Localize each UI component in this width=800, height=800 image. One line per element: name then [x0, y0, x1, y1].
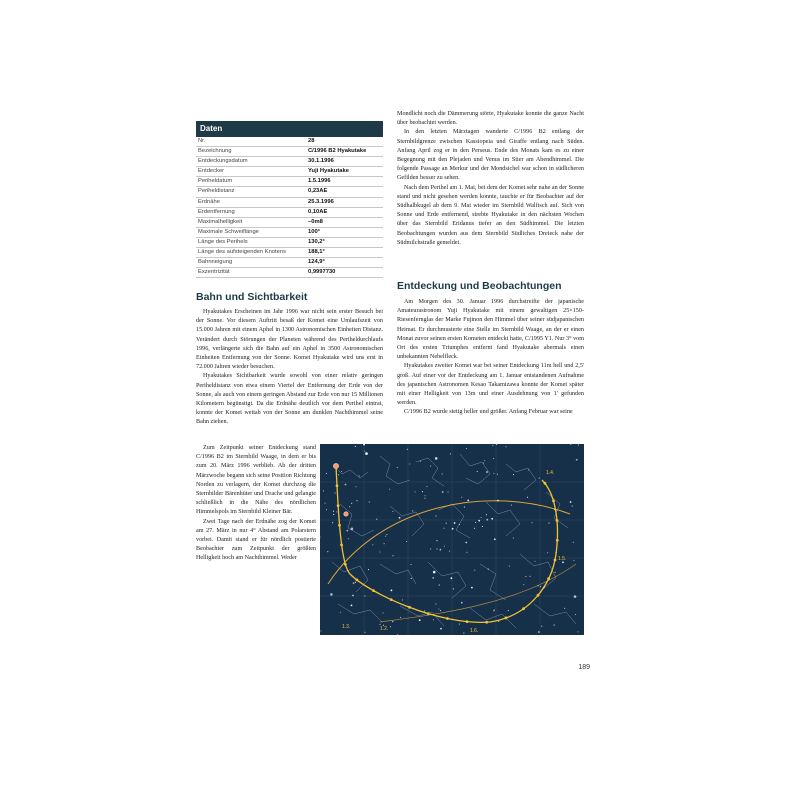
- star: [452, 528, 454, 530]
- data-table-value: 1.5.1996: [308, 178, 331, 185]
- star: [435, 515, 436, 516]
- data-table-row: [196, 258, 383, 268]
- star: [384, 543, 385, 544]
- star: [320, 630, 321, 631]
- star: [438, 608, 439, 609]
- star-map: [320, 444, 584, 635]
- star: [352, 595, 354, 597]
- data-table-label: Nr.: [198, 138, 206, 144]
- star: [527, 497, 528, 498]
- data-table-row: [196, 218, 383, 228]
- star: [554, 509, 555, 510]
- comet-position-dot: [505, 617, 508, 620]
- star: [392, 511, 393, 512]
- star: [399, 517, 401, 519]
- heading-entdeckung: Entdeckung und Beobachtungen: [397, 280, 562, 292]
- star: [481, 517, 482, 518]
- star: [475, 522, 476, 523]
- star: [477, 471, 478, 472]
- star: [391, 590, 393, 592]
- paragraph: Nach dem Perihel am 1. Mai, bei dem der Komet sehr nahe an der Sonne stand und nicht gesehen werden konnte, tauchte er für Beobachter auf der Südhalbkugel ab dem 9. Mai wieder im Sternbild Walfisch auf. Sich von Sonne und Erde entfernend, strebte Hyakutake in den nächsten Wochen über das Sternbild Eridanus tiefer an den Südhimmel. Die letzten Beobachtungen wurden aus dem Sternbild Südliches Dreieck nahe der Südmilchstraße gemeldet.: [397, 184, 584, 246]
- data-table-value: 30.1.1996: [308, 158, 334, 165]
- star: [482, 526, 483, 527]
- star: [493, 473, 494, 474]
- comet-position-dot: [338, 524, 341, 527]
- star: [397, 634, 398, 635]
- data-table-label: Exzentrizität: [198, 269, 230, 276]
- data-table-value: C/1996 B2 Hyakutake: [308, 148, 367, 155]
- data-table-label: Länge des aufsteigenden Knotens: [198, 249, 286, 256]
- star: [440, 549, 442, 551]
- star: [424, 498, 425, 499]
- star: [439, 585, 440, 586]
- paragraph: Hyakutakes Sichtbarkeit wurde sowohl von einer relativ geringen Periheldistanz von etwa einem Viertel der Entfernung der Erde von der Sonne, als auch von einem geringen Abstand zur Erde von nur 15 Millionen Kilometern begünstigt. Da die Erdnähe deutlich vor dem Perihel eintrat, konnte der Komet weitab von der Sonne am dunklen Nachthimmel seine Bahn ziehen.: [196, 373, 383, 426]
- data-table-value: 25.3.1996: [308, 198, 334, 205]
- star: [320, 537, 321, 538]
- comet-position-dot: [340, 544, 343, 547]
- date-label: 1.4.: [546, 470, 555, 476]
- star: [530, 576, 531, 577]
- comet-position-dot: [408, 606, 411, 609]
- star: [430, 549, 431, 550]
- paragraph: Zwei Tage nach der Erdnähe zog der Komet am 27. März in nur 4° Abstand am Polarstern vorbei. Damit stand er für nördlich postierte Beobachter zum Zeitpunkt der größten Helligkeit hoch am Nachthimmel. Weder: [196, 518, 316, 562]
- star: [326, 509, 327, 510]
- heading-bahn: Bahn und Sichtbarkeit: [196, 291, 308, 303]
- star: [461, 602, 463, 604]
- star: [346, 530, 348, 532]
- star: [570, 444, 571, 445]
- star: [478, 520, 480, 522]
- data-table-row: [196, 147, 383, 157]
- star: [412, 510, 413, 511]
- comet-path: [336, 466, 557, 622]
- star: [325, 503, 326, 504]
- star: [400, 617, 401, 618]
- star: [411, 578, 412, 579]
- sun-marker: [344, 512, 348, 516]
- star: [525, 576, 526, 577]
- star: [443, 528, 444, 529]
- comet-position-dot: [547, 577, 550, 580]
- data-table-label: Erdnähe: [198, 198, 220, 205]
- star: [419, 619, 421, 621]
- star: [444, 546, 445, 547]
- star: [340, 612, 341, 613]
- data-table-label: Periheldistanz: [198, 188, 235, 195]
- star: [484, 460, 485, 461]
- star: [450, 453, 451, 454]
- star: [426, 486, 427, 487]
- star: [528, 470, 529, 471]
- paragraph: Hyakutakes zweiter Komet war bei seiner Entdeckung 11m hell und 2,5' groß. Auf einer vor der Entdeckung am 1. Januar entstandenen Aufnahme des japanischen Astronomen Kesao Takamizawa konnte der Komet später mit einer Helligkeit von 13m und einer Ausdehnung von 1' gefunden werden.: [397, 363, 584, 407]
- data-table-row: [196, 137, 383, 147]
- star: [505, 446, 506, 447]
- data-table-value: 130,2°: [308, 238, 325, 245]
- coordinate-grid: [320, 444, 584, 635]
- text-column-right-top: [397, 110, 584, 248]
- star: [349, 506, 350, 507]
- paragraph: Mondlicht noch die Dämmerung störte, Hyakutake konnte die ganze Nacht über beobachtet werden.: [397, 111, 584, 127]
- comet-position-dot: [344, 563, 347, 566]
- data-table-row: [196, 238, 383, 248]
- star: [465, 542, 467, 544]
- star: [492, 445, 493, 446]
- star: [330, 593, 333, 596]
- star: [493, 458, 494, 459]
- star: [556, 552, 557, 553]
- data-table-value: 188,1°: [308, 249, 325, 256]
- star: [372, 544, 373, 545]
- star: [379, 624, 380, 625]
- data-table-value: 100°: [308, 228, 320, 235]
- star: [572, 506, 573, 507]
- star: [402, 599, 403, 600]
- star: [513, 537, 514, 538]
- comet-position-dot: [552, 500, 555, 503]
- sun-marker: [333, 463, 338, 468]
- star: [440, 610, 441, 611]
- star: [356, 500, 357, 501]
- star: [539, 478, 540, 479]
- star: [409, 463, 410, 464]
- star: [463, 633, 464, 634]
- paragraph: C/1996 B2 wurde stetig heller und größer. Anfang Februar war seine: [404, 409, 573, 416]
- star: [389, 489, 390, 490]
- star: [424, 610, 425, 611]
- star: [486, 514, 487, 515]
- star: [577, 631, 578, 632]
- star: [385, 536, 386, 537]
- star: [433, 619, 434, 620]
- star: [406, 541, 407, 542]
- star: [355, 486, 356, 487]
- star: [379, 551, 380, 552]
- comet-position-dot: [372, 589, 375, 592]
- star: [573, 542, 574, 543]
- star: [511, 505, 512, 506]
- star: [471, 587, 473, 589]
- star: [341, 471, 342, 472]
- data-table: [196, 121, 383, 278]
- star: [430, 465, 431, 466]
- data-table-value: 28: [308, 138, 315, 144]
- data-table-value: 0,23AE: [308, 188, 328, 195]
- comet-position-dot: [537, 594, 540, 597]
- star: [351, 503, 352, 504]
- star: [488, 569, 489, 570]
- star: [348, 538, 349, 539]
- data-table-row: [196, 167, 383, 177]
- comet-position-dot: [446, 617, 449, 620]
- star: [364, 632, 365, 633]
- star: [436, 540, 437, 541]
- paragraph: Am Morgen des 30. Januar 1996 durchstreifte der japanische Amateurastronom Yuji Hyakutake mit einem gewaltigen 25×150-Riesenfernglas der Marke Fujinon den Himmel über seiner südjapanischen Heimat. Er durchmusterte eine Stelle im Sternbild Waage, an der er einen Monat zuvor seinen ersten Kometen entdeckt hatte, C/1995 Y1. Nur 3° vom Ort des ersten Triumphes entfernt fand Hyakutake abermals einen unbekannten Nebelfleck.: [397, 299, 584, 361]
- comet-position-dots: [335, 465, 559, 624]
- data-table-rows: [196, 137, 383, 278]
- date-label: 1.2.: [380, 626, 389, 632]
- star: [392, 621, 393, 622]
- text-column-left-bottom: [196, 444, 316, 564]
- data-table-row: [196, 177, 383, 187]
- data-table-label: Bahnneigung: [198, 259, 233, 266]
- comet-position-dot: [556, 519, 559, 522]
- star: [435, 457, 438, 460]
- star: [466, 552, 467, 553]
- star: [447, 491, 448, 492]
- star: [513, 474, 514, 475]
- star: [368, 569, 369, 570]
- star: [415, 491, 416, 492]
- star: [578, 444, 579, 445]
- star: [392, 555, 393, 556]
- star: [531, 522, 532, 523]
- star: [407, 449, 408, 450]
- star: [422, 491, 423, 492]
- star: [474, 570, 475, 571]
- star: [364, 595, 365, 596]
- star: [575, 614, 576, 615]
- date-label: 1.5.: [558, 556, 567, 562]
- page-number: 189: [578, 664, 590, 671]
- star: [486, 471, 488, 473]
- star: [364, 451, 365, 452]
- star: [451, 577, 453, 579]
- star: [338, 474, 339, 475]
- star: [433, 571, 436, 574]
- star: [483, 462, 484, 463]
- star: [459, 524, 460, 525]
- star: [461, 497, 462, 498]
- paragraph: Hyakutakes Erscheinen im Jahr 1996 war nicht sein erster Besuch bei der Sonne. Vor diesem Auftritt besaß der Komet eine Umlaufszeit von 15.000 Jahren mit einem Aphel in 1300 Astronomischen Einheiten Distanz. Verändert durch Störungen der Planeten während des Periheldurchlaufs 1996, verlängerte sich die Bahn auf ein Aphel in 3500 Astronomischen Einheiten Entfernung von der Sonne. Komet Hyakutake wird uns erst in 72.000 Jahren wieder besuchen.: [196, 309, 383, 371]
- comet-position-dot: [337, 504, 340, 507]
- date-label: 1.3.: [342, 624, 351, 630]
- data-table-row: [196, 268, 383, 278]
- star: [453, 588, 454, 589]
- star: [540, 586, 541, 587]
- star: [496, 444, 497, 445]
- star: [466, 448, 467, 449]
- star: [538, 631, 540, 633]
- data-table-label: Maximale Schweiflänge: [198, 228, 259, 235]
- star: [491, 518, 493, 520]
- comet-position-dot: [427, 612, 430, 615]
- star: [333, 511, 334, 512]
- comet-position-dot: [556, 539, 559, 542]
- star: [327, 551, 328, 552]
- star: [435, 604, 436, 605]
- star: [411, 564, 412, 565]
- data-table-row: [196, 228, 383, 238]
- star: [497, 500, 499, 502]
- data-table-value: –0m8: [308, 218, 323, 225]
- star: [467, 500, 469, 502]
- data-table-value: 0,10AE: [308, 208, 328, 215]
- data-table-label: Periheldatum: [198, 178, 233, 185]
- text-column-left-top: [196, 308, 383, 428]
- star: [508, 610, 509, 611]
- star: [576, 459, 578, 461]
- star: [573, 560, 574, 561]
- comet-position-dot: [554, 559, 557, 562]
- star: [493, 610, 494, 611]
- data-table-title: Daten: [196, 121, 383, 137]
- star: [548, 523, 549, 524]
- star: [345, 484, 347, 486]
- star: [523, 584, 524, 585]
- star: [464, 507, 465, 508]
- star: [574, 595, 577, 598]
- star: [554, 625, 555, 626]
- star: [543, 587, 544, 588]
- data-table-label: Bezeichnung: [198, 148, 232, 155]
- star: [486, 519, 488, 521]
- star: [534, 561, 535, 562]
- star: [494, 538, 496, 540]
- star: [363, 444, 365, 446]
- star: [497, 474, 498, 475]
- star: [474, 528, 475, 529]
- star: [446, 523, 447, 524]
- star: [498, 621, 499, 622]
- data-table-label: Maximalhelligkeit: [198, 218, 243, 225]
- star: [355, 582, 356, 583]
- star: [382, 612, 383, 613]
- comet-position-dot: [485, 621, 488, 624]
- data-table-label: Länge des Perihels: [198, 238, 248, 245]
- star: [442, 491, 444, 493]
- star: [326, 473, 327, 474]
- comet-position-dot: [336, 484, 339, 487]
- star: [454, 522, 456, 524]
- data-table-row: [196, 208, 383, 218]
- comet-position-dot: [544, 482, 547, 485]
- star: [333, 514, 334, 515]
- star: [564, 608, 565, 609]
- star: [432, 577, 434, 579]
- star: [459, 624, 460, 625]
- paragraph: Zum Zeitpunkt seiner Entdeckung stand C/1996 B2 im Sternbild Waage, in dem er bis zum 20. März 1996 verblieb. Ab der dritten Märzwoche begann sich seine Position Richtung Norden zu verlagern, der Komet durchzog die Sternbilder Bärenhüter und Drache und gelangte schließlich in die Nähe des nördlichen Himmelspols im Sternbild Kleiner Bär.: [196, 445, 316, 516]
- date-label: 1.6.: [470, 628, 479, 634]
- star: [351, 605, 353, 607]
- data-table-row: [196, 157, 383, 167]
- data-table-label: Erdentfernung: [198, 208, 235, 215]
- star: [334, 492, 335, 493]
- star: [570, 501, 572, 503]
- star: [355, 446, 356, 447]
- star: [509, 566, 510, 567]
- comet-position-dot: [390, 598, 393, 601]
- data-table-label: Entdeckungsdatum: [198, 158, 248, 165]
- comet-position-dot: [522, 607, 525, 610]
- star: [442, 473, 443, 474]
- text-column-right-middle: [397, 298, 584, 418]
- star: [538, 585, 539, 586]
- data-table-value: Yuji Hyakutake: [308, 168, 349, 175]
- star: [425, 495, 426, 496]
- star-map-canvas: [320, 444, 584, 635]
- comet-position-dot: [356, 579, 359, 582]
- star: [541, 626, 542, 627]
- star: [547, 552, 548, 553]
- star: [440, 628, 442, 630]
- star: [359, 475, 360, 476]
- star: [353, 582, 355, 584]
- star: [390, 626, 391, 627]
- star: [386, 534, 387, 535]
- star: [351, 528, 354, 531]
- data-table-value: 124,9°: [308, 259, 325, 266]
- data-table-row: [196, 187, 383, 197]
- star: [369, 502, 370, 503]
- data-table-label: Entdecker: [198, 168, 225, 175]
- star: [336, 511, 337, 512]
- star: [376, 519, 377, 520]
- data-table-row: [196, 198, 383, 208]
- star: [420, 461, 421, 462]
- ecliptic-arc: [328, 501, 570, 584]
- star: [323, 490, 324, 491]
- paragraph: In den letzten Märztagen wanderte C/1996 B2 entlang der Sternbildgrenze zwischen Kassiopeia und Giraffe entlang nach Süden. Anfang April zog er in den Perseus. Ende des Monats kam es zu einer Begegnung mit den Plejaden und Venus im Stier am Abendhimmel. Die folgende Passage an Merkur und der Mondsichel war schon in südlicheren Gefilden besser zu sehen.: [397, 129, 584, 182]
- comet-position-dot: [466, 620, 469, 623]
- data-table-value: 0,9997730: [308, 269, 336, 276]
- star: [436, 548, 437, 549]
- star: [332, 522, 333, 523]
- star: [365, 452, 368, 455]
- data-table-row: [196, 248, 383, 258]
- star: [449, 551, 450, 552]
- star: [397, 467, 398, 468]
- star: [555, 572, 556, 573]
